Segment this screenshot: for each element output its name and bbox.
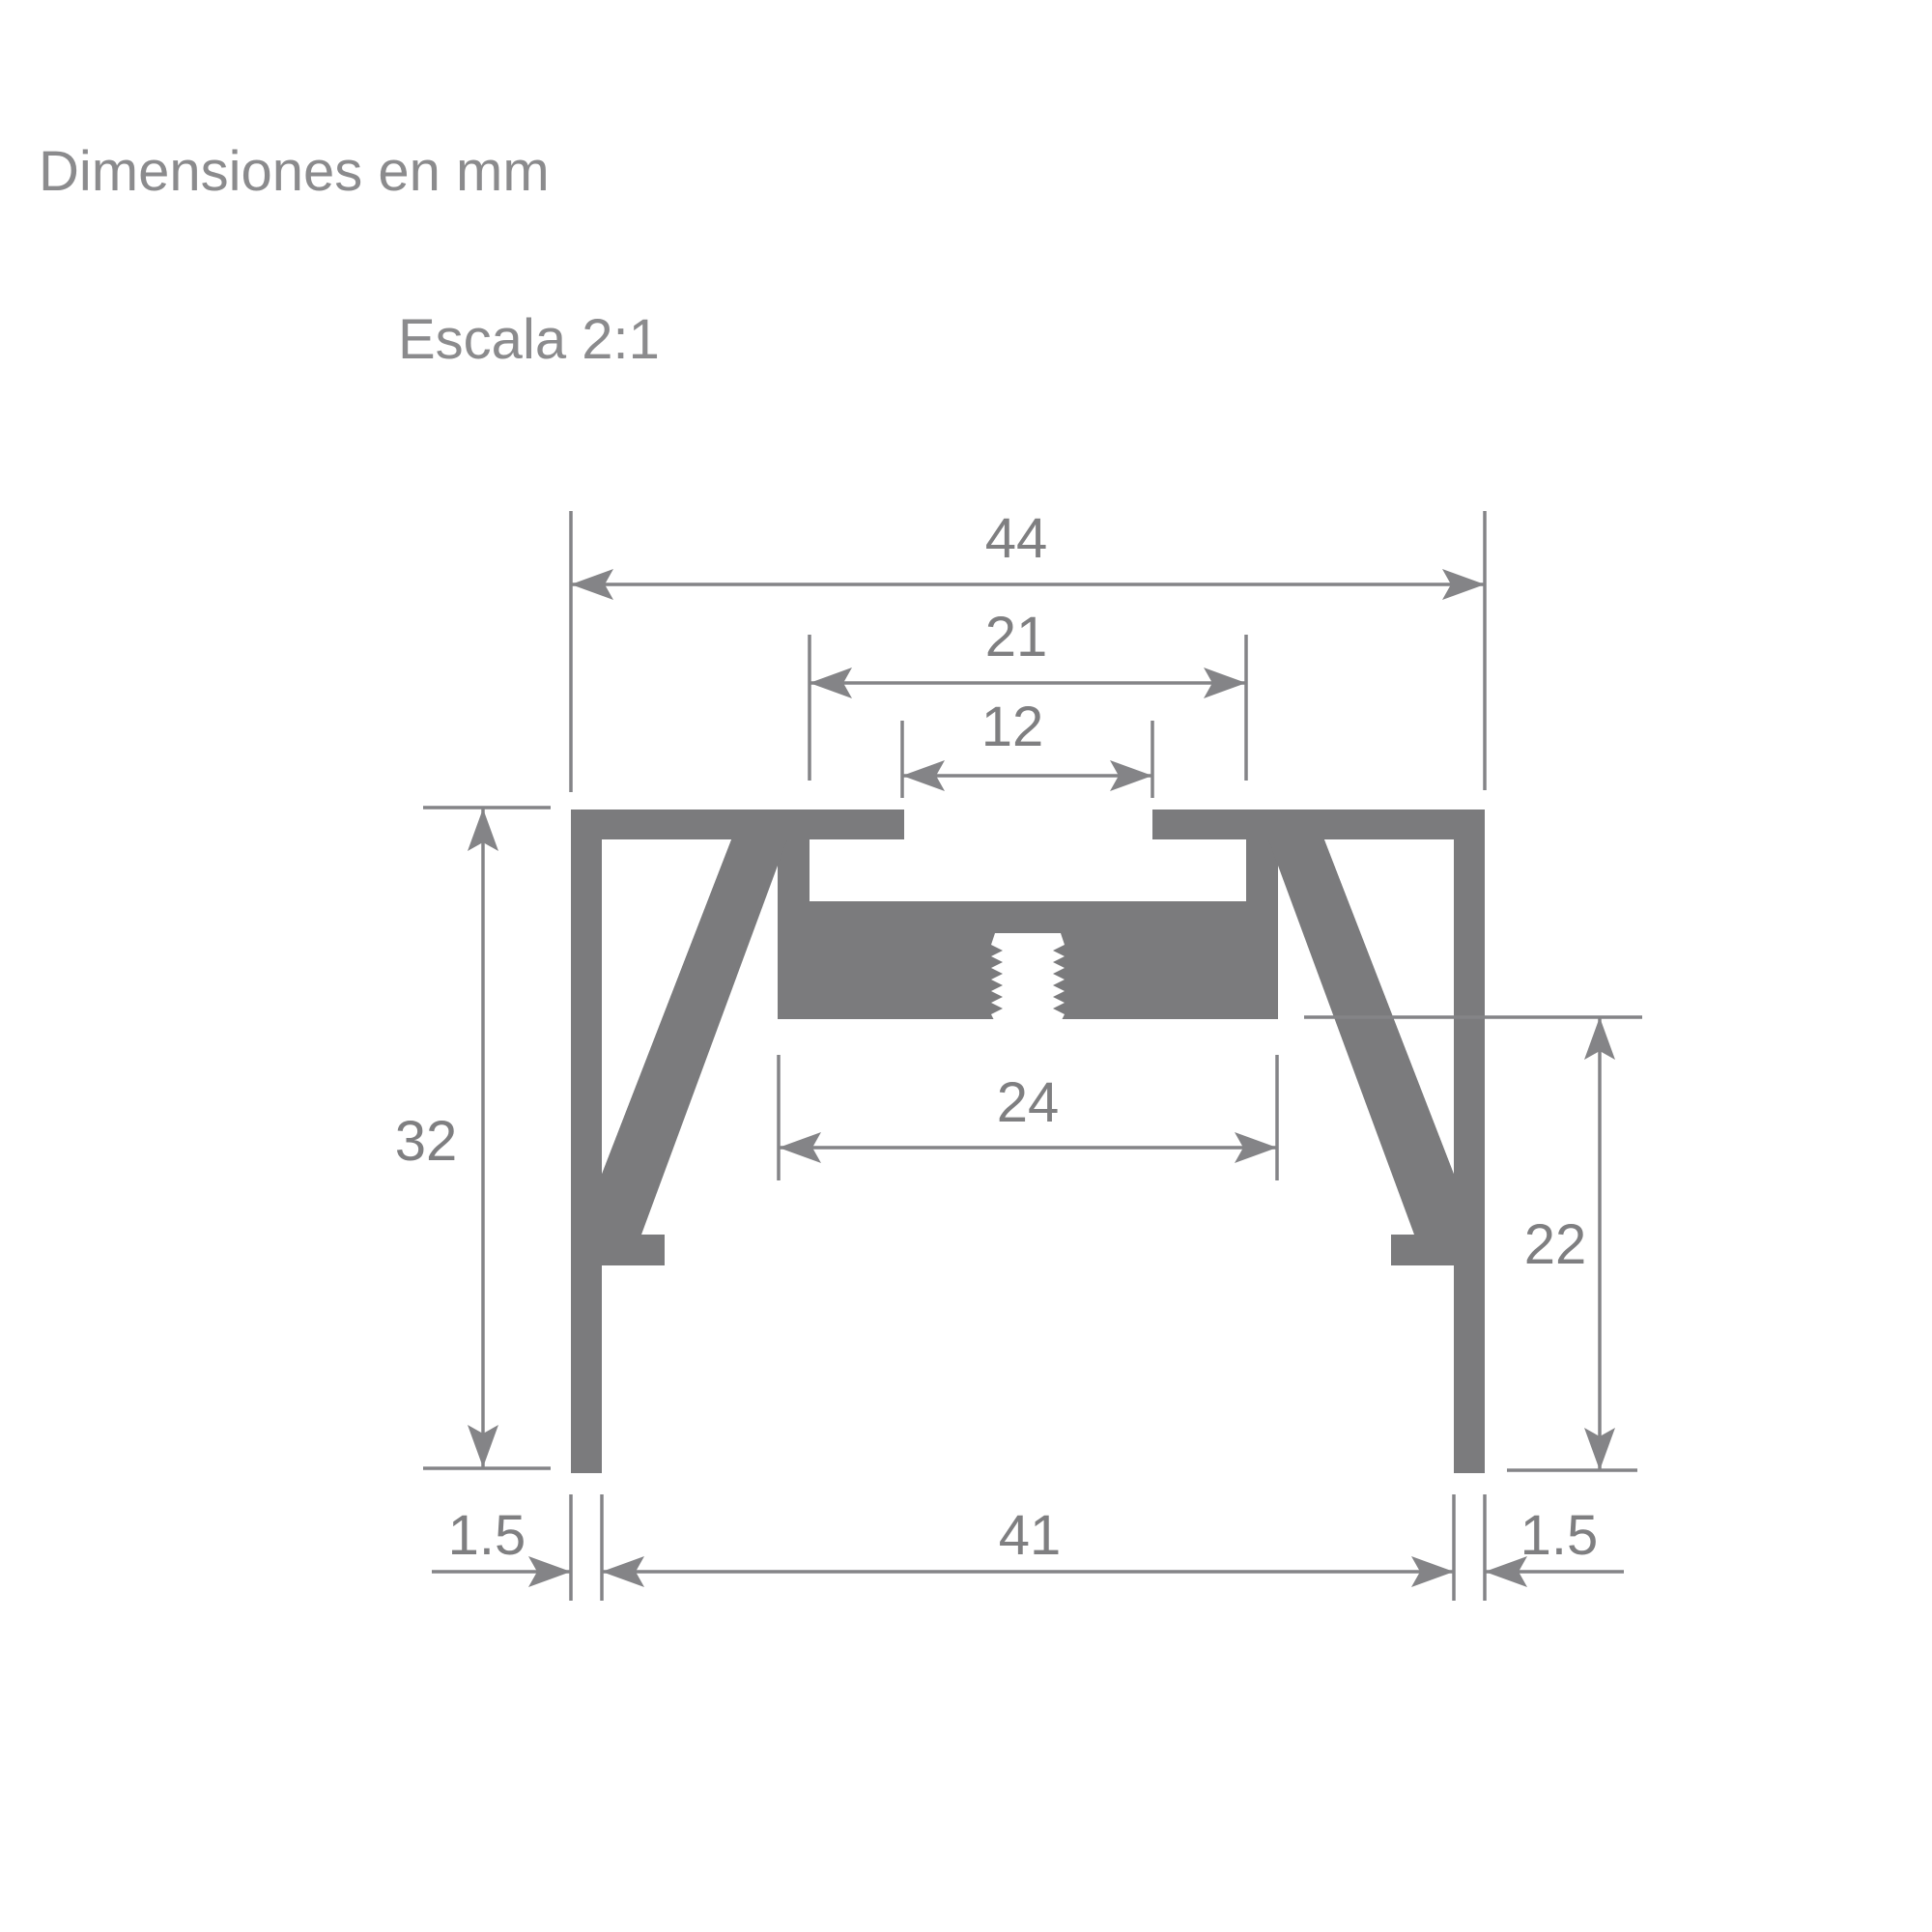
dim-label-32: 32 — [394, 1110, 458, 1173]
dim-label-12: 12 — [980, 696, 1044, 758]
dim-overall-height-32 — [395, 808, 551, 1468]
dim-label-24: 24 — [996, 1071, 1060, 1134]
dim-wall-right-1_5 — [1485, 1504, 1624, 1587]
tab-left — [602, 1235, 665, 1265]
flange-left — [571, 810, 904, 839]
dim-label-22: 22 — [1523, 1213, 1587, 1276]
dim-label-41: 41 — [998, 1504, 1062, 1567]
dim-block-width-24 — [779, 1055, 1277, 1180]
dim-label-1.5-left: 1.5 — [447, 1504, 526, 1567]
tab-right — [1391, 1235, 1454, 1265]
dim-label-1.5-right: 1.5 — [1520, 1504, 1599, 1567]
dim-label-44: 44 — [984, 507, 1048, 570]
dim-inner-bottom-width-41 — [602, 1504, 1454, 1587]
flange-right — [1152, 810, 1485, 839]
profile-cross-section — [571, 810, 1485, 1473]
dim-bottom-row — [432, 1494, 1624, 1601]
dim-slot-width-12 — [902, 696, 1152, 798]
wall-right — [1454, 810, 1485, 1473]
dim-wall-left-1_5 — [432, 1504, 571, 1587]
page-title: Dimensiones en mm — [39, 140, 550, 203]
wall-left — [571, 810, 602, 1473]
scale-label: Escala 2:1 — [398, 308, 660, 371]
dim-label-21: 21 — [984, 606, 1048, 668]
